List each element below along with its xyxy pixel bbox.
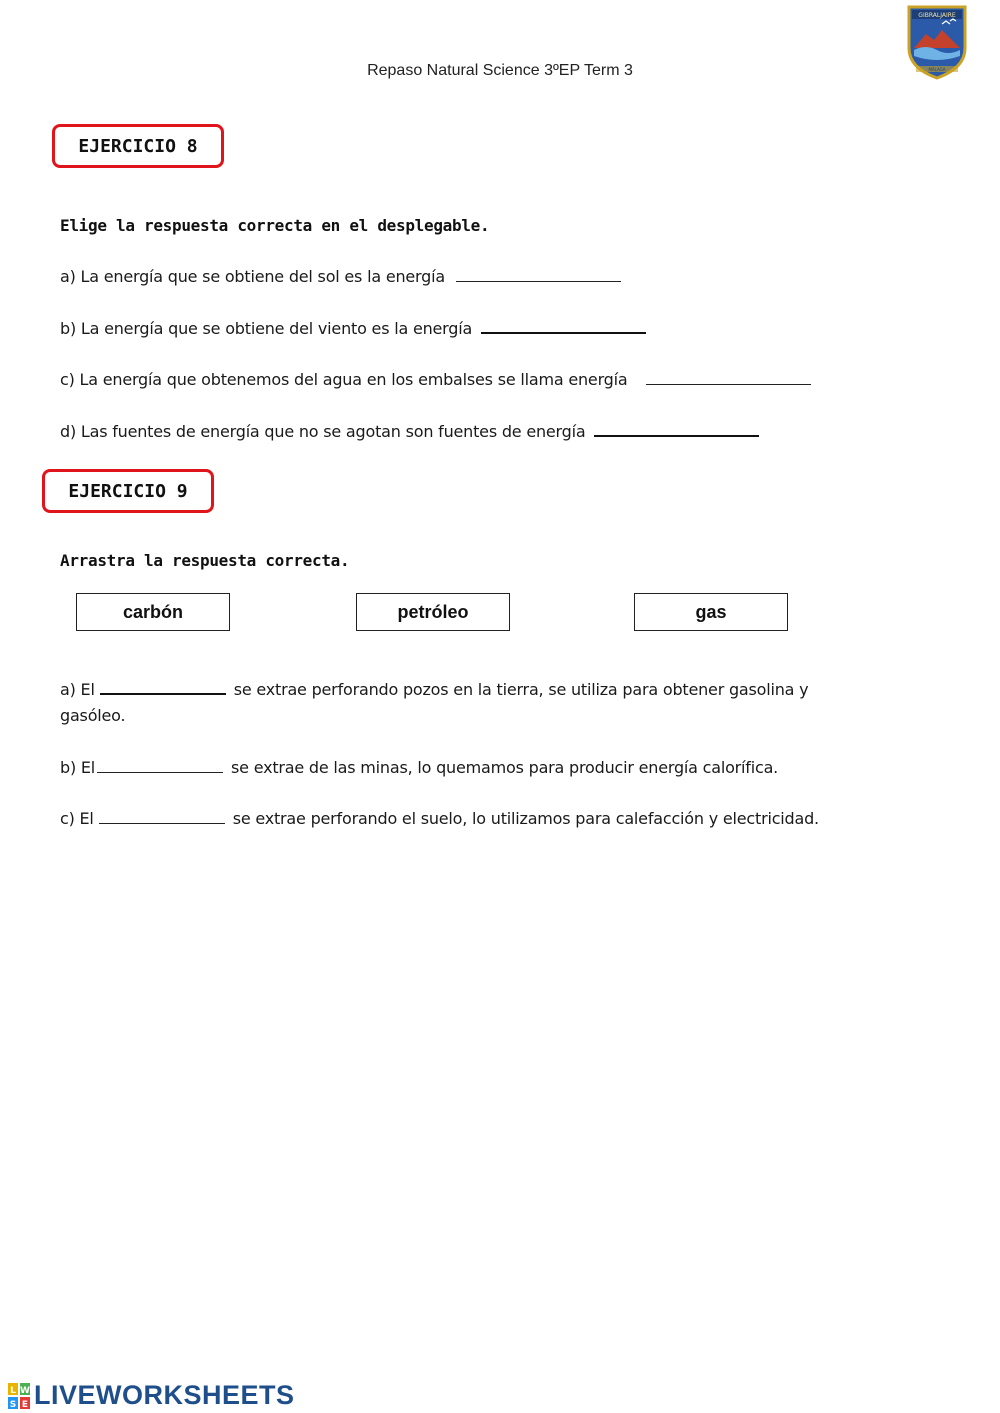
- crest-title-text: GIBRALJAIRE: [918, 12, 956, 19]
- exercise-8-title-box: [52, 124, 224, 168]
- exercise-9-item-b: [60, 755, 778, 781]
- exercise-8-item-c-dropdown[interactable]: [646, 383, 811, 385]
- exercise-8-item-a-text: a) La energía que se obtiene del sol es la energía: [60, 267, 445, 286]
- page-header-title: Repaso Natural Science 3ºEP Term 3: [367, 62, 633, 79]
- logo-mark-letter-3: S: [9, 1399, 17, 1409]
- exercise-9-item-a-continuation: gasóleo.: [60, 706, 126, 725]
- liveworksheets-logo-text: LIVEWORKSHEETS: [34, 1380, 295, 1410]
- exercise-8-item-b-text: b) La energía que se obtiene del viento es la energía: [60, 319, 473, 338]
- exercise-8-item-a-dropdown[interactable]: [456, 280, 621, 282]
- exercise-9-instruction: Arrastra la respuesta correcta.: [60, 551, 350, 570]
- exercise-9-item-b-drop-target[interactable]: [97, 771, 223, 773]
- exercise-8-item-b: [60, 319, 646, 338]
- exercise-8-item-b-dropdown[interactable]: [481, 331, 646, 334]
- logo-mark-letter-2: W: [20, 1385, 30, 1396]
- drag-option-petroleo[interactable]: petróleo: [356, 593, 510, 631]
- drag-option-gas[interactable]: gas: [634, 593, 788, 631]
- exercise-9-item-c-prefix: c) El: [60, 809, 94, 828]
- exercise-8-item-c: [60, 370, 811, 389]
- exercise-9-item-a: [60, 677, 940, 729]
- exercise-9-item-c: [60, 806, 819, 832]
- exercise-9-item-c-drop-target[interactable]: [99, 822, 225, 824]
- exercise-8-item-d-dropdown[interactable]: [594, 434, 759, 437]
- crest-subtitle-text: MÁLAGA: [928, 67, 946, 72]
- school-crest-logo: [906, 4, 968, 80]
- exercise-8-item-a: [60, 267, 621, 286]
- exercise-9-item-a-prefix: a) El: [60, 680, 95, 699]
- exercise-8-item-d-text: d) Las fuentes de energía que no se agotan son fuentes de energía: [60, 422, 586, 441]
- exercise-8-item-c-text: c) La energía que obtenemos del agua en los embalses se llama energía: [60, 370, 628, 389]
- exercise-9-title-box: [42, 469, 214, 513]
- exercise-9-item-c-text: se extrae perforando el suelo, lo utilizamos para calefacción y electricidad.: [232, 809, 819, 828]
- exercise-9-item-a-drop-target[interactable]: [100, 692, 226, 695]
- exercise-8-instruction: Elige la respuesta correcta en el desplegable.: [60, 216, 490, 235]
- logo-mark-letter-4: E: [21, 1399, 29, 1409]
- exercise-9-item-b-prefix: b) El: [60, 758, 96, 777]
- logo-mark-letter-1: L: [10, 1385, 16, 1396]
- liveworksheets-logo[interactable]: [8, 1380, 295, 1411]
- exercise-9-item-b-text: se extrae de las minas, lo quemamos para producir energía calorífica.: [231, 758, 779, 777]
- liveworksheets-mark-icon: [8, 1383, 30, 1409]
- exercise-9-item-a-text: se extrae perforando pozos en la tierra, se utiliza para obtener gasolina y: [233, 680, 809, 699]
- exercise-9-title: EJERCICIO 9: [68, 480, 188, 502]
- exercise-8-item-d: [60, 422, 759, 441]
- drag-option-carbon[interactable]: carbón: [76, 593, 230, 631]
- exercise-8-title: EJERCICIO 8: [78, 135, 198, 157]
